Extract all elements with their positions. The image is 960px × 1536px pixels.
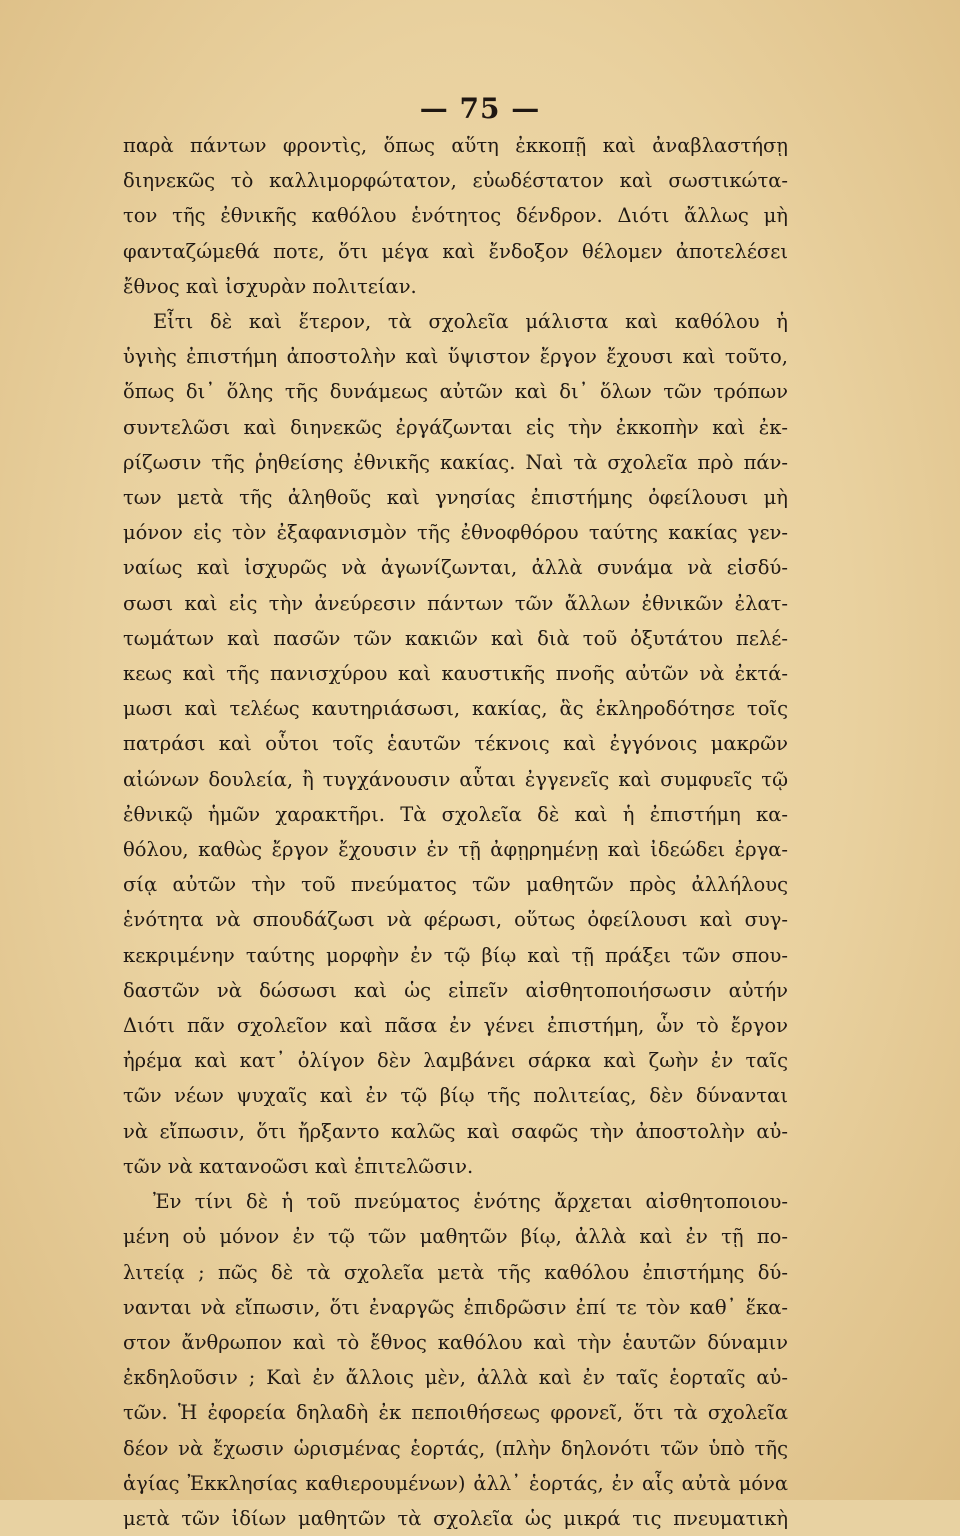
text-line: τῶν νὰ κατανοῶσι καὶ ἐπιτελῶσιν.: [123, 1154, 474, 1178]
text-line: ρίζωσιν τῆς ῥηθείσης ἐθνικῆς κακίας. Ναὶ τὰ σχολεῖα πρὸ πάν-: [123, 450, 788, 474]
text-line: Διότι πᾶν σχολεῖον καὶ πᾶσα ἐν γένει ἐπιστήμη, ὧν τὸ ἔργον: [123, 1014, 788, 1038]
text-line: σίᾳ αὐτῶν τὴν τοῦ πνεύματος τῶν μαθητῶν πρὸς ἀλλήλους: [123, 873, 788, 897]
text-line: νὰ εἴπωσιν, ὅτι ἤρξαντο καλῶς καὶ σαφῶς τὴν ἀποστολὴν αὐ-: [123, 1119, 788, 1143]
text-line: μένη οὐ μόνον ἐν τῷ τῶν μαθητῶν βίῳ, ἀλλὰ καὶ ἐν τῇ πο-: [123, 1225, 788, 1249]
text-line: ἁγίας Ἐκκλησίας καθιερουμένων) ἀλλ᾽ ἑορτάς, ἐν αἷς αὐτὰ μόνα: [123, 1471, 788, 1495]
text-line: Εἶτι δὲ καὶ ἕτερον, τὰ σχολεῖα μάλιστα καὶ καθόλου ἡ: [153, 310, 788, 334]
text-line: αἰώνων δουλεία, ἢ τυγχάνουσιν αὗται ἐγγενεῖς καὶ συμφυεῖς τῷ: [123, 767, 788, 791]
text-line: θόλου, καθὼς ἔργον ἔχουσιν ἐν τῇ ἀφῃρημένῃ καὶ ἰδεώδει ἐργα-: [123, 838, 788, 862]
text-line: Ἐν τίνι δὲ ἡ τοῦ πνεύματος ἑνότης ἄρχεται αἰσθητοποιου-: [153, 1190, 788, 1214]
text-line: νανται νὰ εἴπωσιν, ὅτι ἐναργῶς ἐπιδρῶσιν ἐπί τε τὸν καθ᾽ ἕκα-: [123, 1295, 788, 1319]
text-line: ὅπως δι᾽ ὅλης τῆς δυνάμεως αὐτῶν καὶ δι᾽ ὅλων τῶν τρόπων: [123, 380, 788, 404]
text-line: πατράσι καὶ οὗτοι τοῖς ἑαυτῶν τέκνοις καὶ ἐγγόνοις μακρῶν: [123, 732, 788, 756]
text-line: τῶν νέων ψυχαῖς καὶ ἐν τῷ βίῳ τῆς πολιτείας, δὲν δύνανται: [123, 1084, 788, 1108]
text-line: τον τῆς ἐθνικῆς καθόλου ἑνότητος δένδρον. Διότι ἄλλως μὴ: [123, 204, 788, 228]
text-line: δαστῶν νὰ δώσωσι καὶ ὡς εἰπεῖν αἰσθητοποιήσωσιν αὐτήν: [123, 978, 788, 1002]
text-line: δέον νὰ ἔχωσιν ὡρισμένας ἑορτάς, (πλὴν δηλονότι τῶν ὑπὸ τῆς: [123, 1436, 788, 1460]
text-line: μόνον εἰς τὸν ἐξαφανισμὸν τῆς ἐθνοφθόρου ταύτης κακίας γεν-: [123, 521, 788, 545]
text-line: ναίως καὶ ἰσχυρῶς νὰ ἀγωνίζωνται, ἀλλὰ συνάμα νὰ εἰσδύ-: [123, 556, 788, 580]
text-line: κεως καὶ τῆς πανισχύρου καὶ καυστικῆς πνοῆς αὐτῶν νὰ ἐκτά-: [123, 662, 788, 686]
text-line: σωσι καὶ εἰς τὴν ἀνεύρεσιν πάντων τῶν ἄλλων ἐθνικῶν ἐλατ-: [123, 591, 788, 615]
text-line: ἐθνικῷ ἡμῶν χαρακτῆρι. Τὰ σχολεῖα δὲ καὶ ἡ ἐπιστήμη κα-: [123, 802, 788, 826]
text-line: στον ἄνθρωπον καὶ τὸ ἔθνος καθόλου καὶ τὴν ἑαυτῶν δύναμιν: [123, 1330, 788, 1354]
text-line: κεκριμένην ταύτης μορφὴν ἐν τῷ βίῳ καὶ τῇ πράξει τῶν σπου-: [123, 943, 788, 967]
text-line: παρὰ πάντων φροντὶς, ὅπως αὕτη ἐκκοπῇ καὶ ἀναβλαστήσῃ: [123, 134, 788, 157]
text-line: φανταζώμεθά ποτε, ὅτι μέγα καὶ ἔνδοξον θέλομεν ἀποτελέσει: [123, 239, 788, 263]
text-line: μετὰ τῶν ἰδίων μαθητῶν τὰ σχολεῖα ὡς μικρά τις πνευματικὴ: [123, 1506, 788, 1530]
text-line: ὑγιὴς ἐπιστήμη ἀποστολὴν καὶ ὕψιστον ἔργον ἔχουσι καὶ τοῦτο,: [123, 345, 788, 369]
text-line: των μετὰ τῆς ἀληθοῦς καὶ γνησίας ἐπιστήμης ὀφείλουσι μὴ: [123, 486, 788, 510]
text-line: ἔθνος καὶ ἰσχυρὰν πολιτείαν.: [123, 274, 417, 298]
text-line: μωσι καὶ τελέως καυτηριάσωσι, κακίας, ἃς ἐκληροδότησε τοῖς: [123, 697, 788, 721]
text-line: ἑνότητα νὰ σπουδάζωσι νὰ φέρωσι, οὕτως ὀφείλουσι καὶ συγ-: [123, 908, 788, 932]
text-line: διηνεκῶς τὸ καλλιμορφώτατον, εὐωδέστατον καὶ σωστικώτα-: [123, 169, 788, 193]
text-line: συντελῶσι καὶ διηνεκῶς ἐργάζωνται εἰς τὴν ἐκκοπὴν καὶ ἐκ-: [123, 415, 788, 439]
page-number: — 75 —: [419, 92, 541, 125]
text-line: λιτείᾳ ; πῶς δὲ τὰ σχολεῖα μετὰ τῆς καθόλου ἐπιστήμης δύ-: [123, 1260, 788, 1284]
text-line: τῶν. Ἡ ἐφορεία δηλαδὴ ἐκ πεποιθήσεως φρονεῖ, ὅτι τὰ σχολεῖα: [123, 1401, 788, 1425]
text-line: ἐκδηλοῦσιν ; Καὶ ἐν ἄλλοις μὲν, ἀλλὰ καὶ ἐν ταῖς ἑορταῖς αὐ-: [123, 1366, 788, 1390]
text-line: τωμάτων καὶ πασῶν τῶν κακιῶν καὶ διὰ τοῦ ὀξυτάτου πελέ-: [123, 626, 788, 650]
text-line: ἠρέμα καὶ κατ᾽ ὀλίγον δὲν λαμβάνει σάρκα καὶ ζωὴν ἐν ταῖς: [123, 1049, 788, 1073]
body-text: [123, 128, 788, 1536]
